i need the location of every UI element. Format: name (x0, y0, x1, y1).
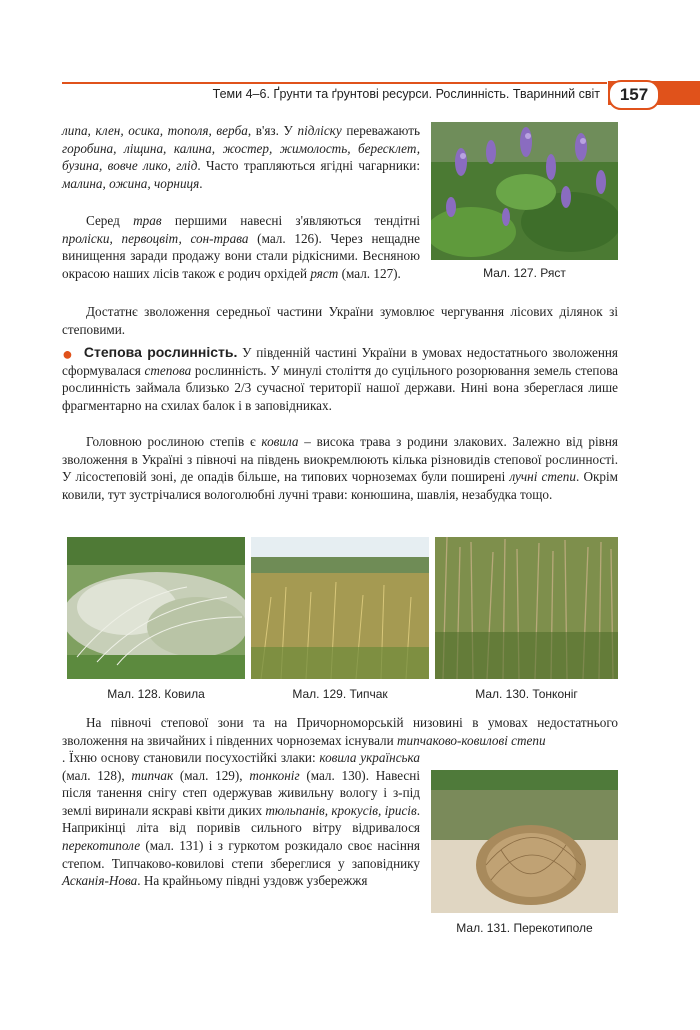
paragraph-typchak-steppes-a: На півночі степової зони та на Причорноморській низовині в умовах недостатнього зволоження на звичайних і південних чорноземах існували типчаково-ковилові степи (62, 715, 618, 748)
section-bullet: ● (62, 343, 75, 364)
paragraph-forest-grasses: Серед трав першими навесні з'являються тендітні проліски, первоцвіт, сон-трава (мал. 126). Через нещадне винищення заради продажу вони стали рідкісними. Весняною окрасою наших лісів також є родич орхідей ряст (мал. 127). (62, 213, 420, 281)
section-title: Степова рослинність. (83, 344, 238, 360)
fig130-tonkonig-photo (435, 537, 618, 679)
paragraph-forest-shrubs: липа, клен, осика, тополя, верба, в'яз. У підліску переважають горобина, ліщина, калина, жостер, жимолость, бересклет, бузина, вовче лико, глід. Часто трапляються ягідні чагарники: малина, ожина, чорниця. (62, 123, 421, 191)
fig129-typchak-photo (251, 537, 429, 679)
page-number: 157 (608, 80, 660, 110)
running-header: Теми 4–6. Ґрунти та ґрунтові ресурси. Рослинність. Тваринний світ (212, 87, 600, 101)
fig128-kovyla-photo (67, 537, 245, 679)
header-rule (62, 82, 607, 84)
caption-fig130: Мал. 130. Тонконіг (475, 687, 578, 701)
caption-fig128: Мал. 128. Ковила (107, 687, 205, 701)
fig131-perekotypole-photo (431, 770, 618, 913)
paragraph-kovyla: Головною рослиною степів є ковила – висока трава з родини злакових. Залежно від рівня зволоження в Україні з півночі на південь виокремлюють кілька різновидів степової рослинності. У лісостеповій зоні, де опадів більше, на типових чорноземах були поширені лучні степи. Окрім ковили, тут зустрічалися вологолюбні лучні трави: конюшина, шавлія, незабудка тощо. (62, 434, 618, 502)
paragraph-steppe-vegetation: ● Степова рослинність. У південній частині України в умовах недостатнього зволоження сформувалася степова рослинність. У минулі століття до суцільного розорювання земель степова рослинність займала близько 2/3 сучасної території нашої держави. Нині вона збереглася лише фрагментарно на схилах балок і в заповідниках. (62, 343, 618, 413)
paragraph-moisture: Достатнє зволоження середньої частини України зумовлює чергування лісових ділянок зі степовими. (62, 304, 618, 337)
paragraph-typchak-steppes-b: . Їхню основу становили посухостійкі злаки: ковила українська (мал. 128), типчак (мал. 129), тонконіг (мал. 130). Навесні після танення снігу степ одержував живильну вологу і з-під землі виринали яскраві квіти диких тюльпанів, крокусів, ірисів. Наприкінці літа від поривів сильного вітру відривалося перекотиполе (мал. 131) і з гуркотом розкидало своє насіння степом. Типчаково-ковилові степи збереглися у заповіднику Асканія-Нова. На крайньому півдні уздовж узбережжя (62, 750, 421, 889)
page-number-tab (608, 81, 700, 105)
caption-fig131: Мал. 131. Перекотиполе (456, 921, 593, 935)
fig127-ryast-photo (431, 122, 618, 260)
caption-fig129: Мал. 129. Типчак (292, 687, 388, 701)
caption-fig127: Мал. 127. Ряст (483, 266, 566, 280)
